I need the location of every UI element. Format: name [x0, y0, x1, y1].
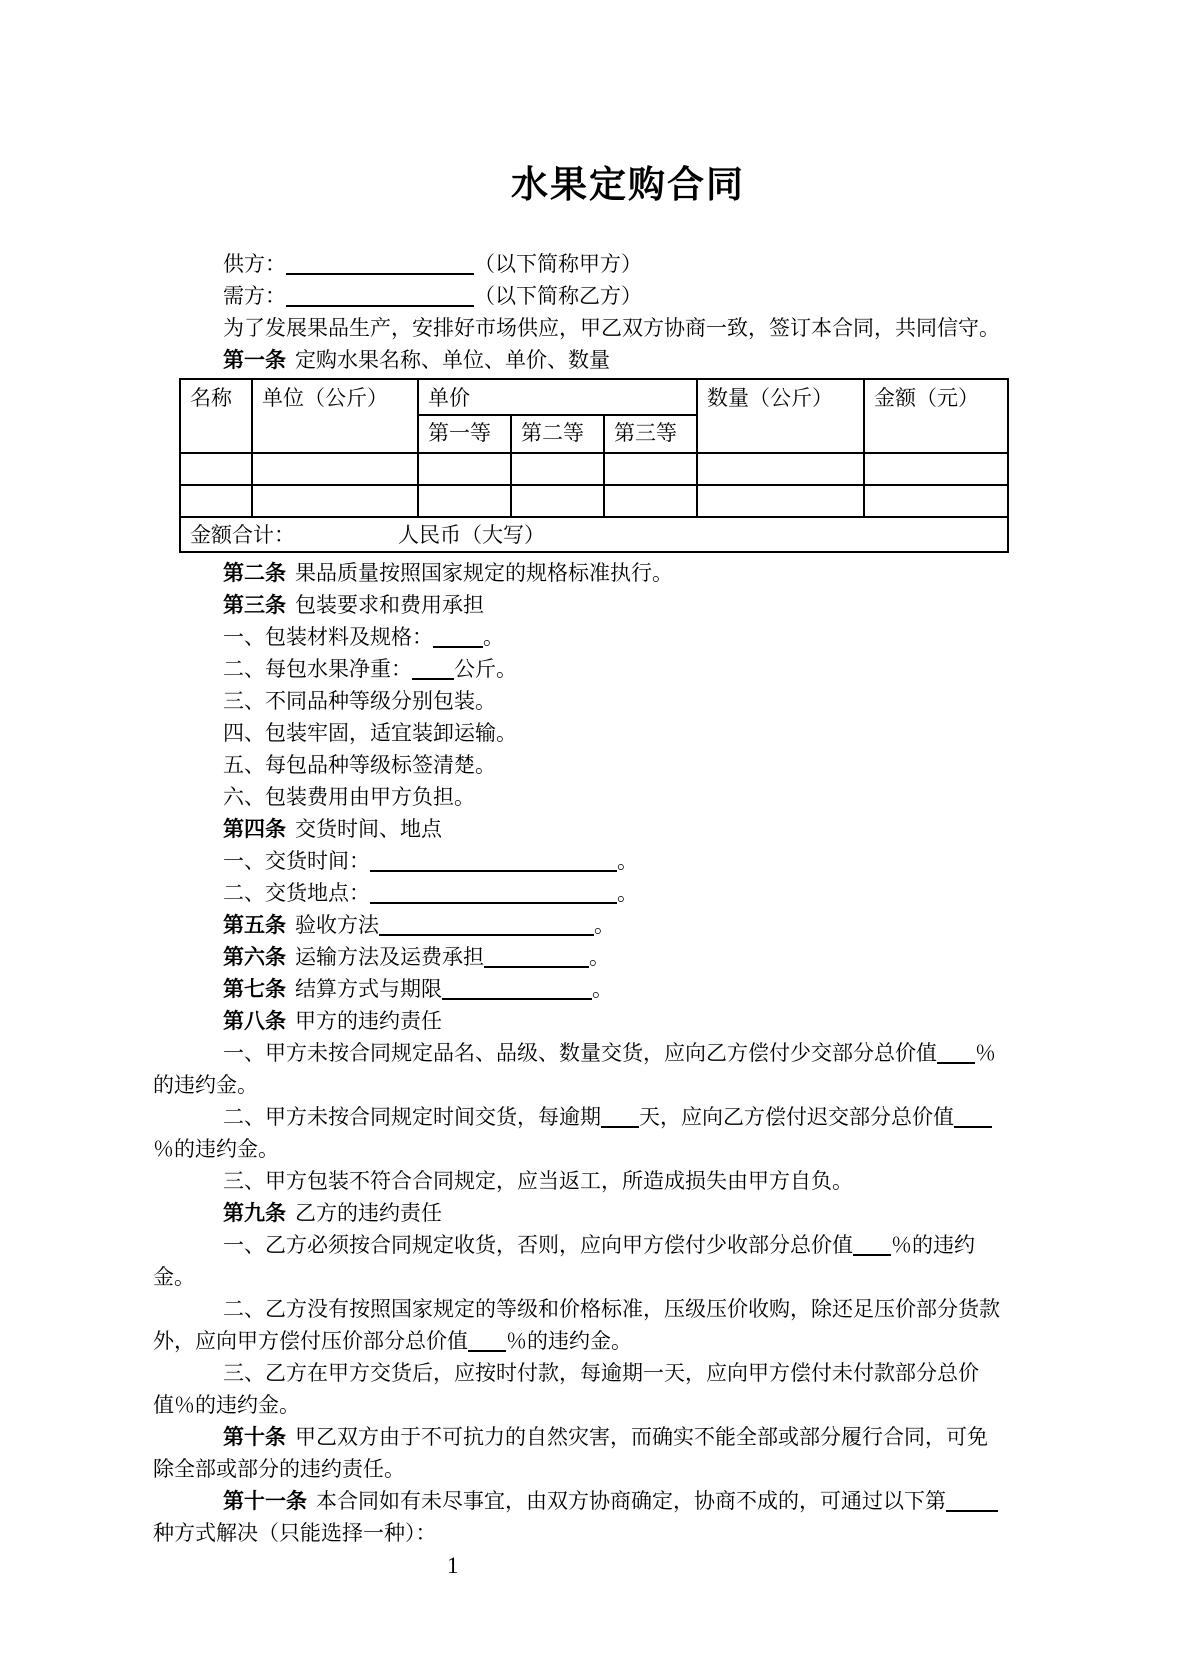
clause-heading: 第八条 — [223, 1009, 286, 1033]
clause-heading: 第一条 — [223, 348, 286, 372]
text-run: ％的违约金。 — [153, 1041, 996, 1097]
table-row — [180, 453, 1008, 485]
text-run: 。 — [617, 849, 638, 873]
paragraph — [153, 749, 1007, 781]
clause-heading: 第五条 — [223, 913, 286, 937]
col-header-grade2: 第二等 — [511, 415, 604, 453]
clause-heading: 第三条 — [223, 593, 286, 617]
text-run: 。 — [617, 881, 638, 905]
text-run: 乙方的违约责任 — [295, 1201, 442, 1225]
terms-paragraphs — [153, 557, 1007, 1549]
blank-line — [370, 880, 617, 904]
text-run: 本合同如有未尽事宜，由双方协商确定，协商不成的，可通过以下第 — [316, 1489, 946, 1513]
text-run: 三、乙方在甲方交货后，应按时付款，每逾期一天，应向甲方偿付未付款部分总价值％的违约金。 — [153, 1361, 979, 1417]
page-number: 1 — [447, 1553, 459, 1578]
blank-line — [286, 251, 474, 275]
paragraph — [153, 280, 1007, 312]
text-run: 一、甲方未按合同规定品名、品级、数量交货，应向乙方偿付少交部分总价值 — [223, 1041, 937, 1065]
paragraph — [153, 685, 1007, 717]
empty-cell — [697, 453, 864, 485]
paragraph — [153, 1165, 1007, 1197]
paragraph — [153, 941, 1007, 973]
total-amount-label: 金额合计： — [190, 522, 295, 547]
paragraph — [153, 1293, 1007, 1357]
empty-cell — [604, 453, 697, 485]
empty-cell — [180, 453, 252, 485]
paragraph — [153, 1197, 1007, 1229]
text-run: 。 — [589, 945, 610, 969]
paragraph — [153, 1037, 1007, 1101]
text-run: 包装要求和费用承担 — [295, 593, 484, 617]
empty-cell — [697, 485, 864, 517]
text-run: 一、交货时间： — [223, 849, 370, 873]
text-run: 定购水果名称、单位、单价、数量 — [295, 348, 610, 372]
blank-line — [286, 283, 474, 307]
text-run: 为了发展果品生产，安排好市场供应，甲乙双方协商一致，签订本合同，共同信守。 — [223, 316, 1000, 340]
currency-uppercase-label: 人民币（大写） — [398, 522, 545, 547]
blank-line — [853, 1232, 891, 1256]
empty-cell — [418, 485, 511, 517]
paragraph — [153, 653, 1007, 685]
empty-cell — [180, 485, 252, 517]
blank-line — [370, 848, 617, 872]
text-run: 。 — [592, 977, 613, 1001]
clause-heading: 第七条 — [223, 977, 286, 1001]
text-run: 果品质量按照国家规定的规格标准执行。 — [295, 561, 673, 585]
paragraph — [153, 1357, 1007, 1421]
text-run: ％的违约金。 — [153, 1137, 279, 1161]
clause-heading: 第六条 — [223, 945, 286, 969]
col-header-unit: 单位（公斤） — [252, 379, 418, 453]
paragraph — [153, 909, 1007, 941]
empty-cell — [252, 485, 418, 517]
paragraph — [153, 344, 1007, 376]
text-run: 二、每包水果净重： — [223, 657, 412, 681]
text-run: 一、乙方必须按合同规定收货，否则，应向甲方偿付少收部分总价值 — [223, 1233, 853, 1257]
document-title: 水果定购合同 — [511, 165, 745, 206]
empty-cell — [252, 453, 418, 485]
col-header-grade3: 第三等 — [604, 415, 697, 453]
paragraph — [153, 877, 1007, 909]
paragraph — [153, 973, 1007, 1005]
blank-line — [433, 624, 483, 648]
clause-heading: 第四条 — [223, 817, 286, 841]
table-footer-cell — [180, 517, 1008, 552]
text-run: 三、不同品种等级分别包装。 — [223, 689, 496, 713]
text-run: 甲乙双方由于不可抗力的自然灾害，而确实不能全部或部分履行合同，可免除全部或部分的违约责任。 — [153, 1425, 988, 1481]
blank-line — [379, 912, 594, 936]
blank-line — [937, 1040, 975, 1064]
empty-cell — [511, 453, 604, 485]
blank-line — [442, 976, 592, 1000]
blank-line — [484, 944, 589, 968]
col-header-name: 名称 — [180, 379, 252, 453]
text-run: 六、包装费用由甲方负担。 — [223, 785, 475, 809]
paragraph — [153, 1229, 1007, 1293]
clause-heading: 第九条 — [223, 1201, 286, 1225]
paragraph — [153, 621, 1007, 653]
text-run: 二、交货地点： — [223, 881, 370, 905]
col-header-price: 单价 — [418, 379, 697, 415]
blank-line — [601, 1104, 639, 1128]
empty-cell — [604, 485, 697, 517]
text-run: 交货时间、地点 — [295, 817, 442, 841]
text-run: 运输方法及运费承担 — [295, 945, 484, 969]
empty-cell — [864, 453, 1008, 485]
contract-body — [153, 248, 1007, 1549]
clause-heading: 第十条 — [223, 1425, 286, 1449]
paragraph — [153, 312, 1007, 344]
paragraph — [153, 1005, 1007, 1037]
paragraph — [153, 1101, 1007, 1165]
blank-line — [954, 1104, 992, 1128]
paragraph — [153, 781, 1007, 813]
order-table — [179, 378, 1009, 553]
text-run: 一、包装材料及规格： — [223, 625, 433, 649]
text-run: 公斤。 — [454, 657, 517, 681]
text-run: ％的违约金。 — [506, 1329, 632, 1353]
text-run: 需方： — [223, 284, 286, 308]
empty-cell — [511, 485, 604, 517]
text-run: 二、乙方没有按照国家规定的等级和价格标准，压级压价收购，除还足压价部分货款外，应向甲方偿付压价部分总价值 — [153, 1297, 1000, 1353]
text-run: 结算方式与期限 — [295, 977, 442, 1001]
table-row — [180, 485, 1008, 517]
text-run: 验收方法 — [295, 913, 379, 937]
text-run: 五、每包品种等级标签清楚。 — [223, 753, 496, 777]
blank-line — [946, 1488, 998, 1512]
text-run: （以下简称乙方） — [474, 284, 642, 308]
intro-paragraphs — [153, 248, 1007, 376]
text-run: ％的违约金。 — [153, 1233, 975, 1289]
col-header-amount: 金额（元） — [864, 379, 1008, 453]
text-run: 供方： — [223, 252, 286, 276]
paragraph — [153, 1485, 1007, 1549]
text-run: 甲方的违约责任 — [295, 1009, 442, 1033]
clause-heading: 第十一条 — [223, 1489, 307, 1513]
blank-line — [412, 656, 454, 680]
text-run: 三、甲方包装不符合合同规定，应当返工，所造成损失由甲方自负。 — [223, 1169, 853, 1193]
paragraph — [153, 845, 1007, 877]
clause-heading: 第二条 — [223, 561, 286, 585]
paragraph — [153, 589, 1007, 621]
text-run: 种方式解决（只能选择一种）： — [153, 1521, 437, 1545]
col-header-quantity: 数量（公斤） — [697, 379, 864, 453]
paragraph — [153, 248, 1007, 280]
text-run: 二、甲方未按合同规定时间交货，每逾期 — [223, 1105, 601, 1129]
paragraph — [153, 717, 1007, 749]
text-run: 。 — [594, 913, 615, 937]
text-run: 天，应向乙方偿付迟交部分总价值 — [639, 1105, 954, 1129]
empty-cell — [864, 485, 1008, 517]
paragraph — [153, 813, 1007, 845]
paragraph — [153, 557, 1007, 589]
paragraph — [153, 1421, 1007, 1485]
text-run: （以下简称甲方） — [474, 252, 642, 276]
text-run: 四、包装牢固，适宜装卸运输。 — [223, 721, 517, 745]
empty-cell — [418, 453, 511, 485]
text-run: 。 — [483, 625, 504, 649]
blank-line — [468, 1328, 506, 1352]
col-header-grade1: 第一等 — [418, 415, 511, 453]
